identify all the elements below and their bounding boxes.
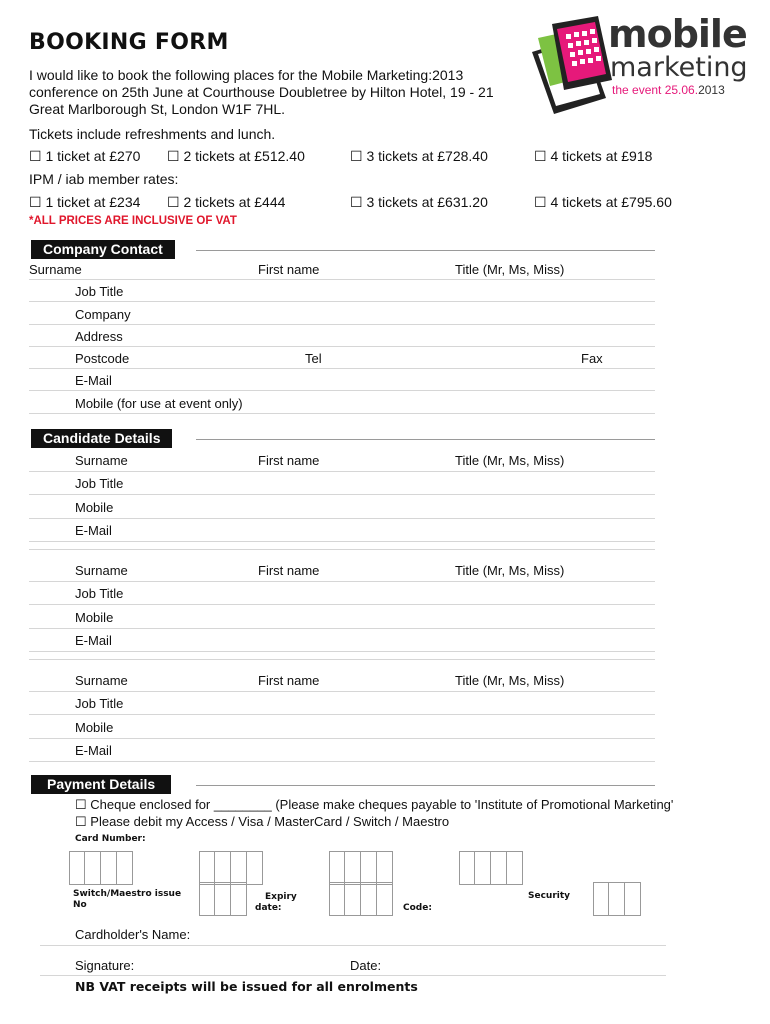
section-divider — [196, 250, 655, 251]
member-option-label: 2 tickets at £444 — [183, 194, 286, 210]
section-divider — [196, 439, 655, 440]
field-line[interactable] — [29, 604, 655, 605]
company-jobtitle-label: Job Title — [75, 284, 124, 299]
field-line[interactable] — [29, 541, 655, 542]
checkbox-icon[interactable]: ☐ — [167, 194, 180, 210]
vat-note: *ALL PRICES ARE INCLUSIVE OF VAT — [29, 215, 237, 227]
security-label: Security — [528, 891, 571, 901]
expiry-label-line2: date: — [255, 903, 282, 913]
cheque-option[interactable] — [75, 797, 673, 813]
ticket-option-label: 2 tickets at £512.40 — [183, 148, 305, 164]
candidate-surname-label: Surname — [75, 673, 128, 688]
company-tel-label: Tel — [305, 351, 322, 366]
company-mobile-label: Mobile (for use at event only) — [75, 396, 243, 411]
candidate-email-label: E-Mail — [75, 523, 112, 538]
field-line[interactable] — [29, 279, 655, 280]
candidate-mobile-label: Mobile — [75, 720, 114, 735]
field-line[interactable] — [29, 738, 655, 739]
field-line[interactable] — [29, 761, 655, 762]
mobile-marketing-logo — [528, 14, 760, 114]
candidate-jobtitle-label: Job Title — [75, 476, 124, 491]
company-fax-label: Fax — [581, 351, 603, 366]
field-line[interactable] — [40, 975, 666, 976]
member-option-4[interactable] — [534, 194, 672, 211]
field-line[interactable] — [29, 494, 655, 495]
section-divider — [196, 785, 655, 786]
field-line[interactable] — [29, 628, 655, 629]
member-option-2[interactable] — [167, 194, 285, 211]
candidate-surname-label: Surname — [75, 563, 128, 578]
vat-receipts-note: NB VAT receipts will be issued for all enrolments — [75, 979, 418, 994]
company-surname-label: Surname — [29, 262, 82, 277]
field-line[interactable] — [29, 651, 655, 652]
candidate-details-heading: Candidate Details — [31, 429, 172, 448]
checkbox-icon[interactable]: ☐ — [167, 148, 180, 164]
candidate-jobtitle-label: Job Title — [75, 586, 124, 601]
ticket-option-label: 1 ticket at £270 — [45, 148, 141, 164]
form-title: BOOKING FORM — [29, 30, 229, 55]
member-option-label: 3 tickets at £631.20 — [366, 194, 488, 210]
field-line[interactable] — [29, 714, 655, 715]
field-line[interactable] — [29, 324, 655, 325]
candidate-mobile-label: Mobile — [75, 500, 114, 515]
candidate-firstname-label: First name — [258, 453, 320, 468]
logo-tagline-date: the event 25.06. — [612, 83, 699, 97]
ticket-option-1[interactable] — [29, 148, 140, 165]
ticket-option-label: 3 tickets at £728.40 — [366, 148, 488, 164]
date-label: Date: — [350, 958, 382, 973]
security-code-boxes[interactable] — [593, 882, 641, 916]
ticket-option-3[interactable] — [350, 148, 488, 165]
expiry-date-boxes[interactable] — [329, 882, 393, 916]
cheque-option-label: Cheque enclosed for ________ (Please make cheques payable to 'Institute of Promotional Marketing' — [90, 797, 674, 812]
candidate-firstname-label: First name — [258, 673, 320, 688]
field-line[interactable] — [29, 581, 655, 582]
checkbox-icon[interactable]: ☐ — [534, 194, 547, 210]
logo-tagline-year: 2013 — [698, 83, 725, 97]
expiry-label-line1: Expiry — [265, 892, 297, 902]
field-line[interactable] — [29, 549, 655, 550]
field-line[interactable] — [29, 471, 655, 472]
signature-label: Signature: — [75, 958, 135, 973]
card-number-group-2[interactable] — [199, 851, 263, 885]
field-line[interactable] — [29, 518, 655, 519]
checkbox-icon[interactable]: ☐ — [75, 814, 87, 829]
field-line[interactable] — [29, 659, 655, 660]
payment-details-heading: Payment Details — [31, 775, 171, 794]
checkbox-icon[interactable]: ☐ — [29, 148, 42, 164]
candidate-email-label: E-Mail — [75, 743, 112, 758]
ticket-option-label: 4 tickets at £918 — [550, 148, 653, 164]
checkbox-icon[interactable]: ☐ — [75, 797, 87, 812]
card-number-group-3[interactable] — [329, 851, 393, 885]
card-number-label: Card Number: — [75, 834, 146, 844]
member-option-label: 4 tickets at £795.60 — [550, 194, 672, 210]
company-contact-heading: Company Contact — [31, 240, 175, 259]
candidate-jobtitle-label: Job Title — [75, 696, 124, 711]
candidate-email-label: E-Mail — [75, 633, 112, 648]
field-line[interactable] — [40, 945, 666, 946]
company-email-label: E-Mail — [75, 373, 112, 388]
cardholder-name-label: Cardholder's Name: — [75, 927, 191, 942]
logo-line-mobile: mobile — [608, 12, 747, 56]
candidate-mobile-label: Mobile — [75, 610, 114, 625]
card-number-group-1[interactable] — [69, 851, 133, 885]
company-title-label: Title (Mr, Ms, Miss) — [455, 262, 565, 277]
field-line[interactable] — [29, 413, 655, 414]
member-option-1[interactable] — [29, 194, 140, 211]
candidate-title-label: Title (Mr, Ms, Miss) — [455, 673, 565, 688]
switch-issue-boxes[interactable] — [199, 882, 247, 916]
field-line[interactable] — [29, 691, 655, 692]
logo-line-marketing: marketing — [610, 52, 748, 83]
expiry-date-label — [255, 892, 297, 914]
switch-issue-label — [73, 889, 181, 911]
candidate-surname-label: Surname — [75, 453, 128, 468]
switch-issue-label-line1: Switch/Maestro issue — [73, 889, 182, 899]
logo-tagline — [612, 83, 725, 97]
member-rates-label: IPM / iab member rates: — [29, 171, 179, 187]
debit-option[interactable] — [75, 814, 449, 830]
candidate-firstname-label: First name — [258, 563, 320, 578]
company-company-label: Company — [75, 307, 131, 322]
field-line[interactable] — [29, 390, 655, 391]
member-option-label: 1 ticket at £234 — [45, 194, 141, 210]
debit-option-label: Please debit my Access / Visa / MasterCard / Switch / Maestro — [90, 814, 450, 829]
checkbox-icon[interactable]: ☐ — [29, 194, 42, 210]
checkbox-icon[interactable]: ☐ — [350, 194, 363, 210]
checkbox-icon[interactable]: ☐ — [534, 148, 547, 164]
field-line[interactable] — [29, 301, 655, 302]
checkbox-icon[interactable]: ☐ — [350, 148, 363, 164]
candidate-title-label: Title (Mr, Ms, Miss) — [455, 563, 565, 578]
ticket-option-2[interactable] — [167, 148, 305, 165]
company-address-label: Address — [75, 329, 123, 344]
tickets-note: Tickets include refreshments and lunch. — [29, 126, 276, 142]
switch-issue-label-line2: No — [73, 900, 87, 910]
member-option-3[interactable] — [350, 194, 488, 211]
field-line[interactable] — [29, 368, 655, 369]
code-label: Code: — [403, 903, 432, 913]
ticket-option-4[interactable] — [534, 148, 652, 165]
card-number-group-4[interactable] — [459, 851, 523, 885]
intro-text: I would like to book the following places for the Mobile Marketing:2013 conference on 25th June at Courthouse Doubletree by Hilton Hotel, 19 - 21 Great Marlborough St, London W1F 7HL. — [29, 67, 494, 117]
company-postcode-label: Postcode — [75, 351, 130, 366]
field-line[interactable] — [29, 346, 655, 347]
company-firstname-label: First name — [258, 262, 320, 277]
candidate-title-label: Title (Mr, Ms, Miss) — [455, 453, 565, 468]
